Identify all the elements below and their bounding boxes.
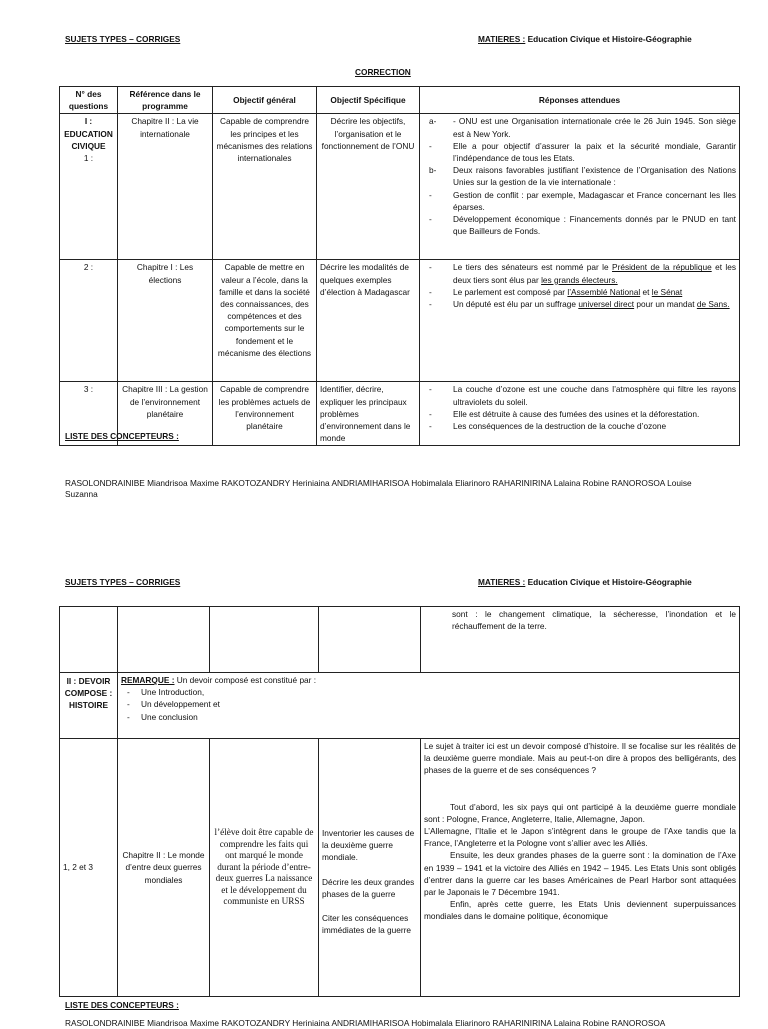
col-header-num: N° des questions — [60, 87, 118, 114]
col-header-ref: Référence dans le programme — [118, 87, 213, 114]
answer-paragraph: Ensuite, les deux grandes phases de la guerre sont : la domination de l’Axe en 1939 – 1941 et la victoire des Alliés en 1942 – 1945. Les Etats Unis sont obligés d’entrer dans la guerre car les bases Américaines de Pearl Harbor sont attaquées par le Japonais le 7 Décembre 1941. — [424, 850, 736, 898]
table-row — [60, 739, 740, 997]
objspec-item: Décrire les deux grandes phases de la guerre — [322, 876, 415, 899]
row-objgen: Capable de comprendre les problèmes actuels de l’environnement planétaire — [213, 382, 317, 446]
answer-item: a- - ONU est une Organisation internationale crée le 26 Juin 1945. Son siège est à New York. — [429, 116, 736, 139]
remarque-text: Un devoir composé est constitué par : — [174, 675, 317, 685]
row-num: 3 : — [60, 382, 118, 446]
row-ref: Chapitre II : Le monde d’entre deux guerres mondiales — [118, 739, 210, 997]
row-objgen: l’élève doit être capable de comprendre les faits qui ont marqué le monde durant la période d’entre-deux guerres La naissance et le développement du communiste en URSS — [210, 739, 319, 997]
row-ref: Chapitre I : Les élections — [118, 260, 213, 382]
table-row — [60, 260, 740, 382]
row-objspec: Décrire les modalités de quelques exemples d’élection à Madagascar — [317, 260, 420, 382]
question-label: I : EDUCATION CIVIQUE — [64, 116, 113, 151]
table-row — [60, 607, 740, 673]
list-item: - Une Introduction, — [127, 687, 205, 698]
row-num: 1, 2 et 3 — [60, 739, 118, 997]
correction-title: CORRECTION — [355, 67, 411, 77]
remarque-label: REMARQUE : — [121, 675, 175, 685]
answer-item: - Le tiers des sénateurs est nommé par le Président de la république et les deux tiers sont élus par les grands électeurs. — [429, 262, 737, 285]
remarque-cell — [118, 673, 740, 739]
row-ref: Chapitre II : La vie internationale — [118, 114, 213, 260]
answer-item: - Un député est élu par un suffrage universel direct pour un mandat de Sans. — [429, 299, 730, 310]
row-answers — [420, 114, 740, 260]
answer-paragraph: L’Allemagne, l’Italie et le Japon s’intègrent dans le groupe de l’Axe tandis que la France, l’Angleterre et la Pologne vont s’allier avec les Alliés. — [424, 826, 736, 849]
question-number: 1 : — [83, 153, 94, 164]
list-item: - Un développement et — [127, 699, 220, 710]
row-answers — [420, 260, 740, 382]
list-item: - Une conclusion — [127, 711, 198, 722]
objspec-item: Citer les conséquences immédiates de la guerre — [322, 913, 412, 936]
header-left: SUJETS TYPES – CORRIGES — [65, 34, 181, 44]
header-right — [478, 34, 692, 45]
row-objgen: Capable de mettre en valeur a l’école, dans la famille et dans la société des connaissances, des compétences et des comportements sur le fondement et le mécanisme des élections — [213, 260, 317, 382]
answer-item: - Développement économique : Financements donnés par le PNUD en tant que Bailleurs de Fonds. — [429, 214, 736, 237]
header-right-2 — [478, 577, 692, 588]
answer-item: - Les conséquences de la destruction de la couche d’ozone — [429, 421, 667, 432]
row-answers — [420, 382, 740, 446]
table-header-row — [60, 87, 740, 114]
continued-text: sont : le changement climatique, la sécheresse, l’inondation et le réchauffement de la terre. — [452, 609, 736, 632]
answer-item: - La couche d’ozone est une couche dans l’atmosphère qui filtre les rayons ultraviolets du soleil. — [429, 384, 736, 407]
answer-item: - Elle est détruite à cause des fumées des usines et la déforestation. — [429, 408, 700, 419]
table-row — [60, 114, 740, 260]
row-num: 2 : — [60, 260, 118, 382]
col-header-answers: Réponses attendues — [420, 87, 740, 114]
concepteurs-names-2: RASOLONDRAINIBE Miandrisoa Maxime RAKOTOZANDRY Heriniaina ANDRIAMIHARISOA Hobimalala Eliarinoro RAHARINIRINA Lalaina Robine RANOROSOA — [65, 1018, 666, 1028]
answer-paragraph: Tout d’abord, les six pays qui ont participé à la deuxième guerre mondiale sont : Pologne, France, Angleterre, Italie, Allemagne, Japon. — [424, 801, 736, 824]
answer-paragraph: Enfin, après cette guerre, les Etats Unis deviennent superpuissances mondiales dans le domaine politique, économique — [424, 899, 736, 922]
header-left-2: SUJETS TYPES – CORRIGES — [65, 577, 181, 587]
header-right-label: MATIERES : — [478, 34, 526, 44]
row-objgen: Capable de comprendre les principes et les mécanismes des relations internationales — [213, 114, 317, 260]
col-header-objgen: Objectif général — [213, 87, 317, 114]
answer-paragraph: Le sujet à traiter ici est un devoir composé d’histoire. Il se focalise sur les réalités de la deuxième guerre mondiale. Mais au peut-t-on dire à propos des belligérants, des phases de la guerre et de ses conséquences ? — [424, 741, 736, 776]
concepteurs-title: LISTE DES CONCEPTEURS : — [65, 431, 179, 441]
header-right-value: Education Civique et Histoire-Géographie — [525, 34, 692, 44]
row-objspec — [319, 739, 421, 997]
col-header-objspec: Objectif Spécifique — [317, 87, 420, 114]
answer-item: - Gestion de conflit : par exemple, Madagascar et France concernant les Iles éparses. — [429, 189, 736, 212]
concepteurs-names: RASOLONDRAINIBE Miandrisoa Maxime RAKOTOZANDRY Heriniaina ANDRIAMIHARISOA Hobimalala Eliarinoro RAHARINIRINA Lalaina Robine RANOROSOA Louise Suzanna — [65, 478, 692, 499]
header-right-value-2: Education Civique et Histoire-Géographie — [525, 577, 692, 587]
correction-table-continued — [59, 606, 740, 997]
row-objspec: Identifier, décrire, expliquer les principaux problèmes d’environnement dans le monde — [317, 382, 420, 446]
answer-item: - Le parlement est composé par l’Assemblé National et le Sénat — [429, 286, 683, 297]
row-answers — [421, 739, 740, 997]
row-num: II : DEVOIR COMPOSE : HISTOIRE — [60, 673, 118, 739]
row-ref: Chapitre III : La gestion de l’environnement planétaire — [118, 382, 213, 446]
row-objspec: Décrire les objectifs, l’organisation et le fonctionnement de l’ONU — [317, 114, 420, 260]
objspec-item: Inventorier les causes de la deuxième guerre mondiale. — [322, 828, 415, 863]
answer-item: - Elle a pour objectif d’assurer la paix et la sécurité mondiale, Garantir l’indépendance de tous les Etats. — [429, 140, 736, 164]
table-row — [60, 673, 740, 739]
correction-table — [59, 86, 740, 446]
row-num — [60, 114, 118, 260]
concepteurs-title-2: LISTE DES CONCEPTEURS : — [65, 1000, 179, 1010]
row-answers — [421, 607, 740, 673]
header-right-label-2: MATIERES : — [478, 577, 526, 587]
answer-item: b- Deux raisons favorables justifiant l’existence de l’Organisation des Nations Unies sur la gestion de la vie internationale : — [429, 165, 736, 188]
